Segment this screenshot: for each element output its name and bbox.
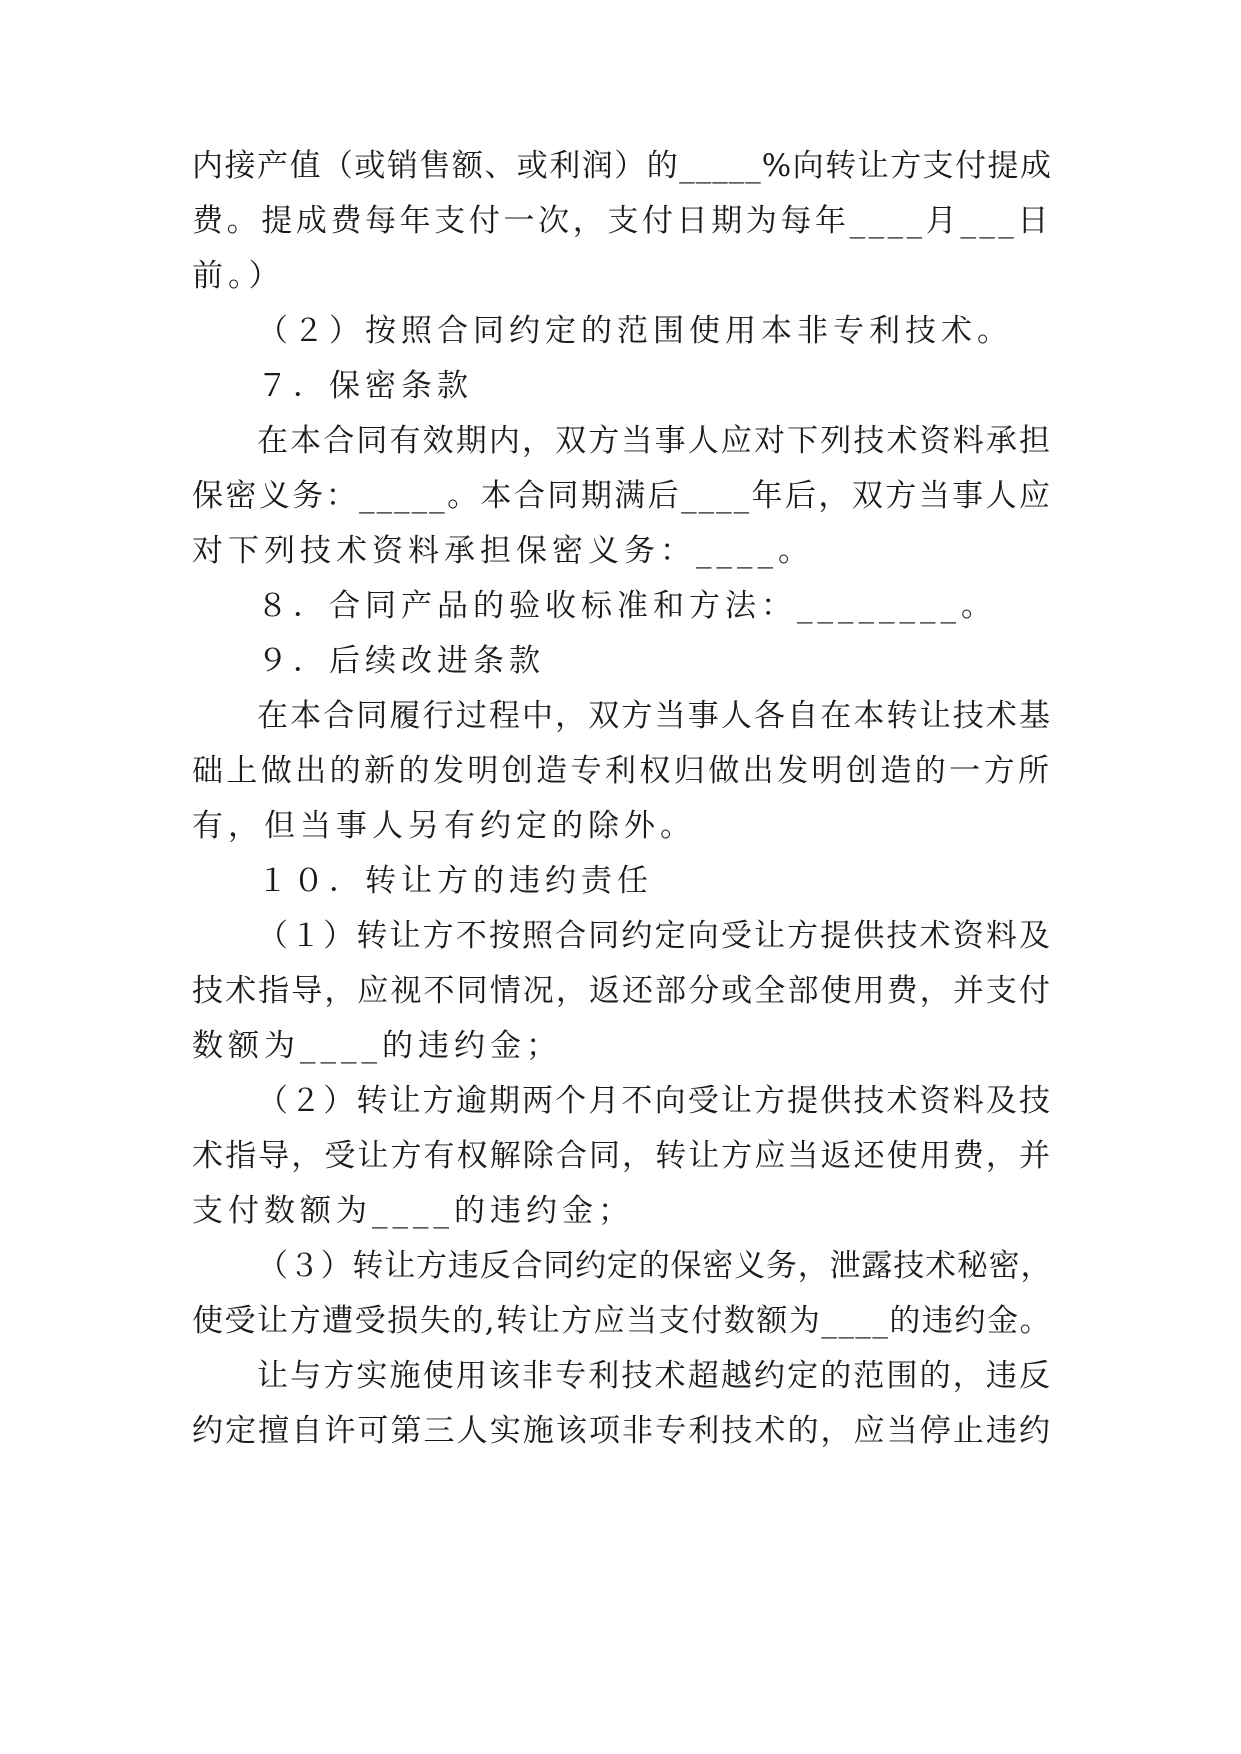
text-line: （２）按照合同约定的范围使用本非专利技术。 bbox=[257, 313, 1013, 349]
text-line: 术指导，受让方有权解除合同，转让方应当返还使用费，并 bbox=[192, 1138, 1052, 1174]
text-line: （３）转让方违反合同约定的保密义务，泄露技术秘密， bbox=[257, 1248, 1052, 1284]
text-line: 支付数额为____的违约金； bbox=[192, 1193, 634, 1229]
text-line: 前。） bbox=[192, 258, 285, 294]
text-line: 对下列技术资料承担保密义务：____。 bbox=[192, 533, 814, 569]
text-line: 保密义务：_____。本合同期满后____年后，双方当事人应 bbox=[192, 478, 1052, 514]
text-line: 技术指导，应视不同情况，返还部分或全部使用费，并支付 bbox=[192, 973, 1052, 1009]
text-line: 在本合同履行过程中，双方当事人各自在本转让技术基 bbox=[257, 698, 1052, 734]
text-line: 费。提成费每年支付一次，支付日期为每年____月___日 bbox=[192, 203, 1052, 239]
text-line: 约定擅自许可第三人实施该项非专利技术的，应当停止违约 bbox=[192, 1413, 1052, 1449]
text-line: （２）转让方逾期两个月不向受让方提供技术资料及技 bbox=[257, 1083, 1052, 1119]
section-heading: ９．后续改进条款 bbox=[257, 643, 545, 679]
text-line: （１）转让方不按照合同约定向受让方提供技术资料及 bbox=[257, 918, 1052, 954]
section-heading: ７．保密条款 bbox=[257, 368, 473, 404]
text-line: 使受让方遭受损失的,转让方应当支付数额为____的违约金。 bbox=[192, 1303, 1052, 1339]
text-line: 有，但当事人另有约定的除外。 bbox=[192, 808, 696, 844]
section-heading: ８．合同产品的验收标准和方法：________。 bbox=[257, 588, 997, 624]
text-line: 内接产值（或销售额、或利润）的_____%向转让方支付提成 bbox=[192, 148, 1052, 184]
text-line: 数额为____的违约金； bbox=[192, 1028, 562, 1064]
section-heading: １０．转让方的违约责任 bbox=[257, 863, 653, 899]
text-line: 让与方实施使用该非专利技术超越约定的范围的，违反 bbox=[257, 1358, 1052, 1394]
text-line: 础上做出的新的发明创造专利权归做出发明创造的一方所 bbox=[192, 753, 1052, 789]
text-line: 在本合同有效期内，双方当事人应对下列技术资料承担 bbox=[257, 423, 1052, 459]
